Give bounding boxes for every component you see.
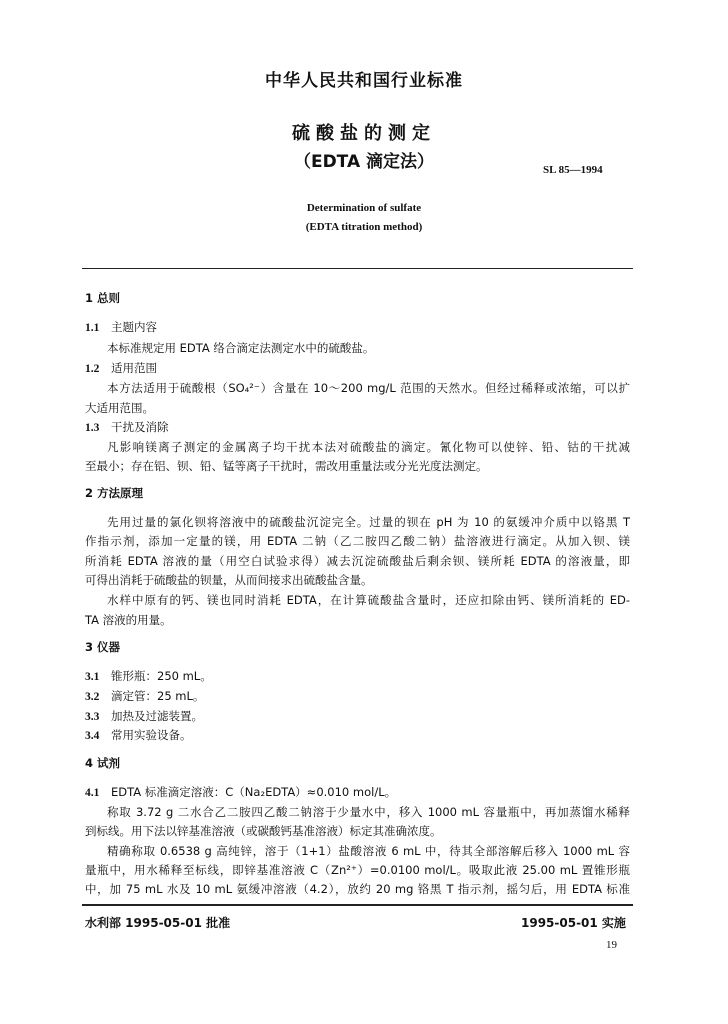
- item-text: 锥形瓶：250 mL。: [111, 669, 212, 683]
- paragraph-line: 凡影响镁离子测定的金属离子均干扰本法对硫酸盐的滴定。氰化物可以使锌、铅、钴的干扰减: [107, 440, 630, 454]
- item-number: 3.2: [85, 691, 100, 703]
- paragraph-line: 先用过量的氯化钡将溶液中的硫酸盐沉淀完全。过量的钡在 pH 为 10 的氨缓冲介质中以铬黑 T: [107, 515, 630, 529]
- item-number: 3.3: [85, 711, 100, 723]
- paragraph-line: 量瓶中，用水稀释至标线，即锌基准溶液 C（Zn²⁺）=0.0100 mol/L。吸取此液 25.00 mL 置锥形瓶: [85, 863, 630, 877]
- paragraph-line: 本标准规定用 EDTA 络合滴定法测定水中的硫酸盐。: [107, 341, 375, 355]
- section-heading: 2 方法原理: [85, 486, 144, 500]
- document-title: 硫酸盐的测定: [292, 123, 436, 144]
- paragraph-line: 精确称取 0.6538 g 高纯锌，溶于（1+1）盐酸溶液 6 mL 中，待其全部溶解后移入 1000 mL 容: [107, 844, 630, 858]
- list-item: [85, 669, 212, 684]
- paragraph-line: 到标线。用下法以锌基准溶液（或碳酸钙基准溶液）标定其准确浓度。: [85, 824, 442, 838]
- header-divider: [82, 268, 633, 269]
- document-subtitle: （EDTA 滴定法）: [293, 152, 435, 172]
- paragraph-line: 至最小；存在铝、钡、铅、锰等离子干扰时，需改用重量法或分光光度法测定。: [85, 459, 488, 473]
- subsection-heading: [85, 361, 157, 376]
- paragraph-line: 可得出消耗于硫酸盐的钡量，从而间接求出硫酸盐含量。: [85, 573, 373, 587]
- subsection-number: 1.1: [85, 322, 100, 334]
- paragraph-line: 中，加 75 mL 水及 10 mL 氨缓冲溶液（4.2），放约 20 mg 铬黑 T 指示剂，摇匀后，用 EDTA 标准: [85, 882, 630, 896]
- item-text: 常用实验设备。: [111, 728, 192, 742]
- subsection-number: 1.3: [85, 422, 100, 434]
- subsection-title: EDTA 标准滴定溶液：C（Na₂EDTA）≈0.010 mol/L。: [111, 785, 397, 799]
- paragraph-line: 本方法适用于硫酸根（SO₄²⁻）含量在 10～200 mg/L 范围的天然水。但经过稀释或浓缩，可以扩: [107, 381, 630, 395]
- item-number: 3.1: [85, 671, 100, 683]
- section-heading: 1 总则: [85, 291, 121, 305]
- item-text: 滴定管：25 mL。: [111, 689, 205, 703]
- paragraph-line: TA 溶液的用量。: [85, 613, 172, 627]
- paragraph-line: 水样中原有的钙、镁也同时消耗 EDTA，在计算硫酸盐含量时，还应扣除由钙、镁所消耗的 ED-: [107, 593, 630, 607]
- subsection-heading: [85, 420, 169, 435]
- paragraph-line: 大适用范围。: [85, 401, 154, 415]
- section-heading: 3 仪器: [85, 640, 121, 654]
- paragraph-line: 所消耗 EDTA 溶液的量（用空白试验求得）减去沉淀硫酸盐后剩余钡、镁所耗 EDTA 的溶液量，即: [85, 554, 630, 568]
- subsection-heading: [85, 320, 157, 335]
- item-number: 3.4: [85, 730, 100, 742]
- subsection-heading: [85, 785, 396, 800]
- english-subtitle: (EDTA titration method): [305, 221, 423, 233]
- subsection-number: 4.1: [85, 787, 100, 799]
- standard-type: 中华人民共和国行业标准: [265, 71, 463, 91]
- paragraph-line: 作指示剂，添加一定量的镁，用 EDTA 二钠（乙二胺四乙酸二钠）盐溶液进行滴定。从加入钡、镁: [85, 534, 630, 548]
- section-heading: 4 试剂: [85, 756, 121, 770]
- list-item: [85, 689, 204, 704]
- footer-divider: [82, 904, 633, 906]
- approval-date: 水利部 1995-05-01 批准: [85, 916, 231, 930]
- standard-code: SL 85—1994: [543, 164, 603, 176]
- effective-date: 1995-05-01 实施: [521, 916, 626, 930]
- subsection-title: 干扰及消除: [111, 420, 169, 434]
- english-title: Determination of sulfate: [306, 202, 422, 214]
- page-number: 19: [606, 939, 617, 951]
- paragraph-line: 称取 3.72 g 二水合乙二胺四乙酸二钠溶于少量水中，移入 1000 mL 容量瓶中，再加蒸馏水稀释: [107, 805, 630, 819]
- subsection-number: 1.2: [85, 363, 100, 375]
- item-text: 加热及过滤装置。: [111, 709, 203, 723]
- list-item: [85, 728, 192, 743]
- subsection-title: 主题内容: [111, 320, 157, 334]
- list-item: [85, 709, 203, 724]
- subsection-title: 适用范围: [111, 361, 157, 375]
